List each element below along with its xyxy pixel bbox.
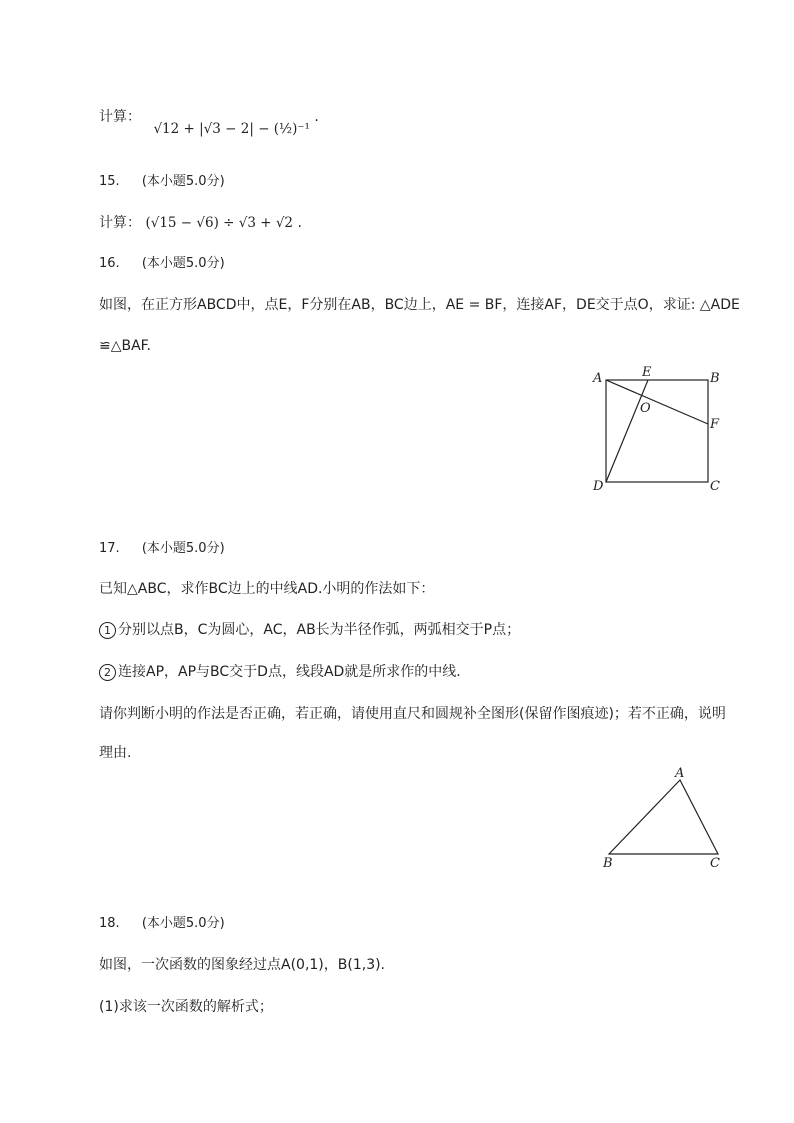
q14-prefix: 计算： [99, 109, 141, 125]
label-b: B [710, 371, 720, 386]
q17-score: (本小题5.0分) [141, 541, 225, 556]
q14-end: . [314, 109, 319, 125]
q17-step1 [99, 619, 520, 639]
step2-text: 连接AP，AP与BC交于D点，线段AD就是所求作的中线. [118, 664, 461, 680]
q15-prefix: 计算： [99, 215, 141, 231]
q14-expression: √12 + |√3 − 2| − (½)⁻¹ [153, 121, 310, 137]
q16-square-figure [585, 362, 725, 497]
q17-header [99, 537, 225, 556]
square-abcd [606, 380, 708, 482]
q18-number: 18. [99, 916, 120, 931]
q18-part1: (1)求该一次函数的解析式； [99, 999, 273, 1015]
label-o: O [640, 401, 651, 416]
segment-de [606, 380, 648, 482]
q17-step2 [99, 661, 461, 681]
q17-question-line1: 请你判断小明的作法是否正确，若正确，请使用直尺和圆规补全图形(保留作图痕迹)；若不正确，说明 [99, 706, 726, 722]
q14-expression-line [99, 106, 319, 137]
q15-number: 15. [99, 174, 120, 189]
q15-expression-line [99, 212, 302, 232]
step1-marker: 1 [99, 622, 116, 639]
label-c: C [710, 479, 720, 494]
q15-expression: (√15 − √6) ÷ √3 + √2 [145, 215, 294, 231]
q17-question-line2: 理由. [99, 745, 132, 761]
q18-header [99, 912, 225, 931]
q15-end: . [297, 215, 302, 231]
q17-number: 17. [99, 541, 120, 556]
step1-text: 分别以点B，C为圆心，AC，AB长为半径作弧，两弧相交于P点； [118, 622, 521, 638]
q17-intro: 已知△ABC，求作BC边上的中线AD.小明的作法如下： [99, 581, 435, 597]
label-a: A [593, 371, 603, 386]
q16-text-line1: 如图，在正方形ABCD中，点E，F分别在AB，BC边上，AE = BF，连接AF，DE交于点O，求证: △ADE [99, 297, 740, 313]
label-c: C [710, 856, 720, 871]
label-d: D [593, 479, 604, 494]
step2-marker: 2 [99, 664, 116, 681]
q16-number: 16. [99, 256, 120, 271]
q16-score: (本小题5.0分) [141, 256, 225, 271]
label-e: E [642, 365, 652, 380]
q16-header [99, 252, 225, 271]
q18-score: (本小题5.0分) [141, 916, 225, 931]
q17-triangle-figure [598, 762, 728, 872]
label-b: B [603, 856, 613, 871]
q18-intro: 如图，一次函数的图象经过点A(0,1)，B(1,3). [99, 957, 386, 973]
q15-header [99, 170, 225, 189]
q15-score: (本小题5.0分) [141, 174, 225, 189]
label-a: A [675, 766, 685, 781]
triangle-abc [609, 780, 718, 854]
label-f: F [710, 417, 720, 432]
segment-af [606, 380, 708, 424]
q16-text-line2: ≌△BAF. [99, 338, 151, 354]
